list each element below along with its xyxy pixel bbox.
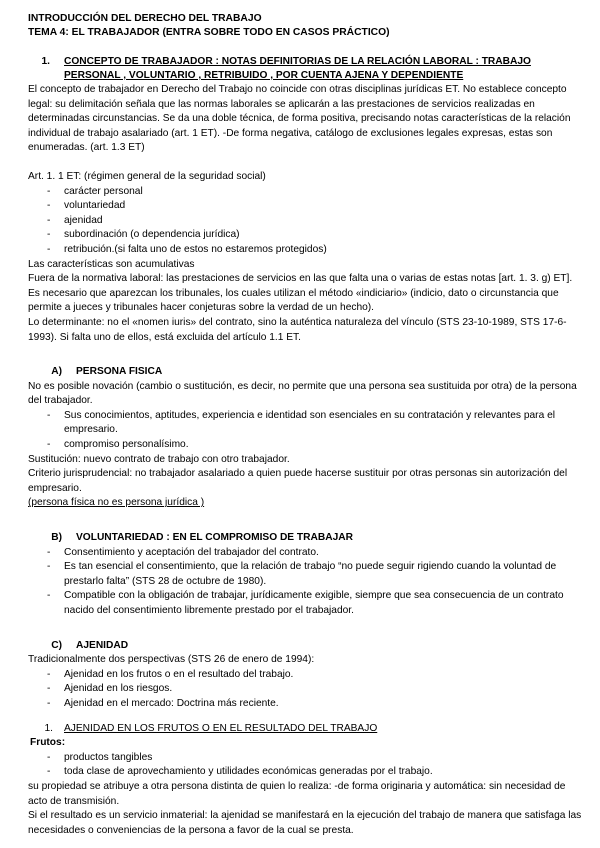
section-b-letter: B) xyxy=(51,532,62,544)
legal-person-note: (persona física no es persona jurídica ) xyxy=(28,497,205,509)
section-a-heading xyxy=(28,365,586,380)
section-c-list xyxy=(28,668,586,712)
course-title: INTRODUCCIÓN DEL DERECHO DEL TRABAJO xyxy=(28,13,262,24)
section-b-heading xyxy=(28,531,586,546)
section-1-title: CONCEPTO DE TRABAJADOR : NOTAS DEFINITORIAS DE LA RELACIÓN LABORAL : TRABAJO PERSONAL , VOLUNTARIO , RETRIBUIDO , POR CUENTA AJENA Y DEPENDIENTE xyxy=(64,56,531,81)
property-note: su propiedad se atribuye a otra persona distinta de quien lo realiza: -de forma originaria y automática: sin necesidad de acto de transmisión. xyxy=(28,780,566,807)
frutos-list xyxy=(28,751,586,780)
list-item: - Es tan esencial el consentimiento, que la relación de trabajo “no puede seguir rigiendo cuando la voluntad de prestarlo falta” (STS 28 de octubre de 1980). xyxy=(28,560,586,589)
list-item: - Consentimiento y aceptación del trabajador del contrato. xyxy=(28,546,586,561)
section-c-letter: C) xyxy=(51,639,62,651)
list-item: - voluntariedad xyxy=(28,199,586,214)
section-b-list xyxy=(28,546,586,619)
section-c-title: AJENIDAD xyxy=(76,639,129,651)
frutos-label: Frutos: xyxy=(30,737,66,749)
section-c-text: Tradicionalmente dos perspectivas (STS 26 de enero de 1994): xyxy=(28,654,315,666)
list-item: - compromiso personalísimo. xyxy=(28,438,586,453)
section-a-title: PERSONA FISICA xyxy=(76,366,163,378)
list-item: - carácter personal xyxy=(28,185,586,200)
section-a-list xyxy=(28,409,586,453)
document-title xyxy=(28,12,586,40)
list-item: - retribución.(si falta uno de estos no estaremos protegidos) xyxy=(28,243,586,258)
list-item: - Compatible con la obligación de trabajar, jurídicamente exigible, siempre que sea consecuencia de un contrato nacido del consentimiento libremente prestado por el trabajador. xyxy=(28,589,586,618)
section-c-heading xyxy=(28,639,586,654)
list-item: - ajenidad xyxy=(28,214,586,229)
list-item: - subordinación (o dependencia jurídica) xyxy=(28,228,586,243)
outside-labour-law: Fuera de la normativa laboral: las prestaciones de servicios en las que falta una o varias de estas notas [art. 1. 3. g) ET]. Es necesario que aparezcan los tribunales, los cuales utilizan el método «indiciario» (indicio, dato o circunstancia que permite a jueces y tribunales hacer conjeturas sobre la verdad de un hecho). xyxy=(28,273,573,314)
list-item: - Ajenidad en el mercado: Doctrina más reciente. xyxy=(28,697,586,712)
subsection-1-number: 1. xyxy=(44,722,53,734)
subsection-1-heading xyxy=(28,722,586,737)
substitution-note: Sustitución: nuevo contrato de trabajo con otro trabajador. xyxy=(28,453,290,465)
list-item: - productos tangibles xyxy=(28,751,586,766)
section-1-number: 1. xyxy=(41,56,50,67)
service-note: Si el resultado es un servicio inmaterial: la ajenidad se manifestará en la ejecución del trabajo de manera que satisfaga las necesidades o conveniencias de la persona a favor de la cual se presta. xyxy=(28,810,582,836)
section-a-letter: A) xyxy=(51,366,62,378)
criterion-note: Criterio jurisprudencial: no trabajador asalariado a quien puede hacerse sustituir por otras personas sin autorización del empresario. xyxy=(28,468,568,494)
article-intro: Art. 1. 1 ET: (régimen general de la seguridad social) xyxy=(28,170,266,182)
section-a-text: No es posible novación (cambio o sustitución, es decir, no permite que una persona sea sustituida por otra) de la persona del trabajador. xyxy=(28,380,577,407)
list-item: - toda clase de aprovechamiento y utilidades económicas generadas por el trabajo. xyxy=(28,765,586,780)
cumulative-note: Las características son acumulativas xyxy=(28,258,195,270)
list-item: - Ajenidad en los frutos o en el resultado del trabajo. xyxy=(28,668,586,683)
notes-list xyxy=(28,185,586,258)
list-item: - Ajenidad en los riesgos. xyxy=(28,682,586,697)
subsection-1-title: AJENIDAD EN LOS FRUTOS O EN EL RESULTADO DEL TRABAJO xyxy=(64,722,378,734)
section-1-intro: El concepto de trabajador en Derecho del Trabajo no coincide con otras disciplinas jurídicas ET. No establece concepto legal: su delimitación señala que las normas laborales se aplicarán a las prestaciones de servicios realizadas en determinadas circunstancias. Se da una doble técnica, de forma positiva, precisando notas características de la relación individual de trabajo asalariado (art. 1 ET). -De forma negativa, catálogo de exclusiones legales expresas, estas son enumeradas. (art. 1.3 ET) xyxy=(28,84,571,154)
determinant-note: Lo determinante: no el «nomen iuris» del contrato, sino la auténtica naturaleza del vínculo (STS 23-10-1989, STS 17-6-1993). Si falta uno de ellos, está excluida del artículo 1.1 ET. xyxy=(28,316,567,343)
list-item: - Sus conocimientos, aptitudes, experiencia e identidad son esenciales en su contratación y relevantes para el empresario. xyxy=(28,409,586,438)
section-b-title: VOLUNTARIEDAD : EN EL COMPROMISO DE TRABAJAR xyxy=(76,532,353,544)
section-1-heading xyxy=(28,55,586,83)
topic-title: TEMA 4: EL TRABAJADOR (ENTRA SOBRE TODO EN CASOS PRÁCTICO) xyxy=(28,27,390,38)
